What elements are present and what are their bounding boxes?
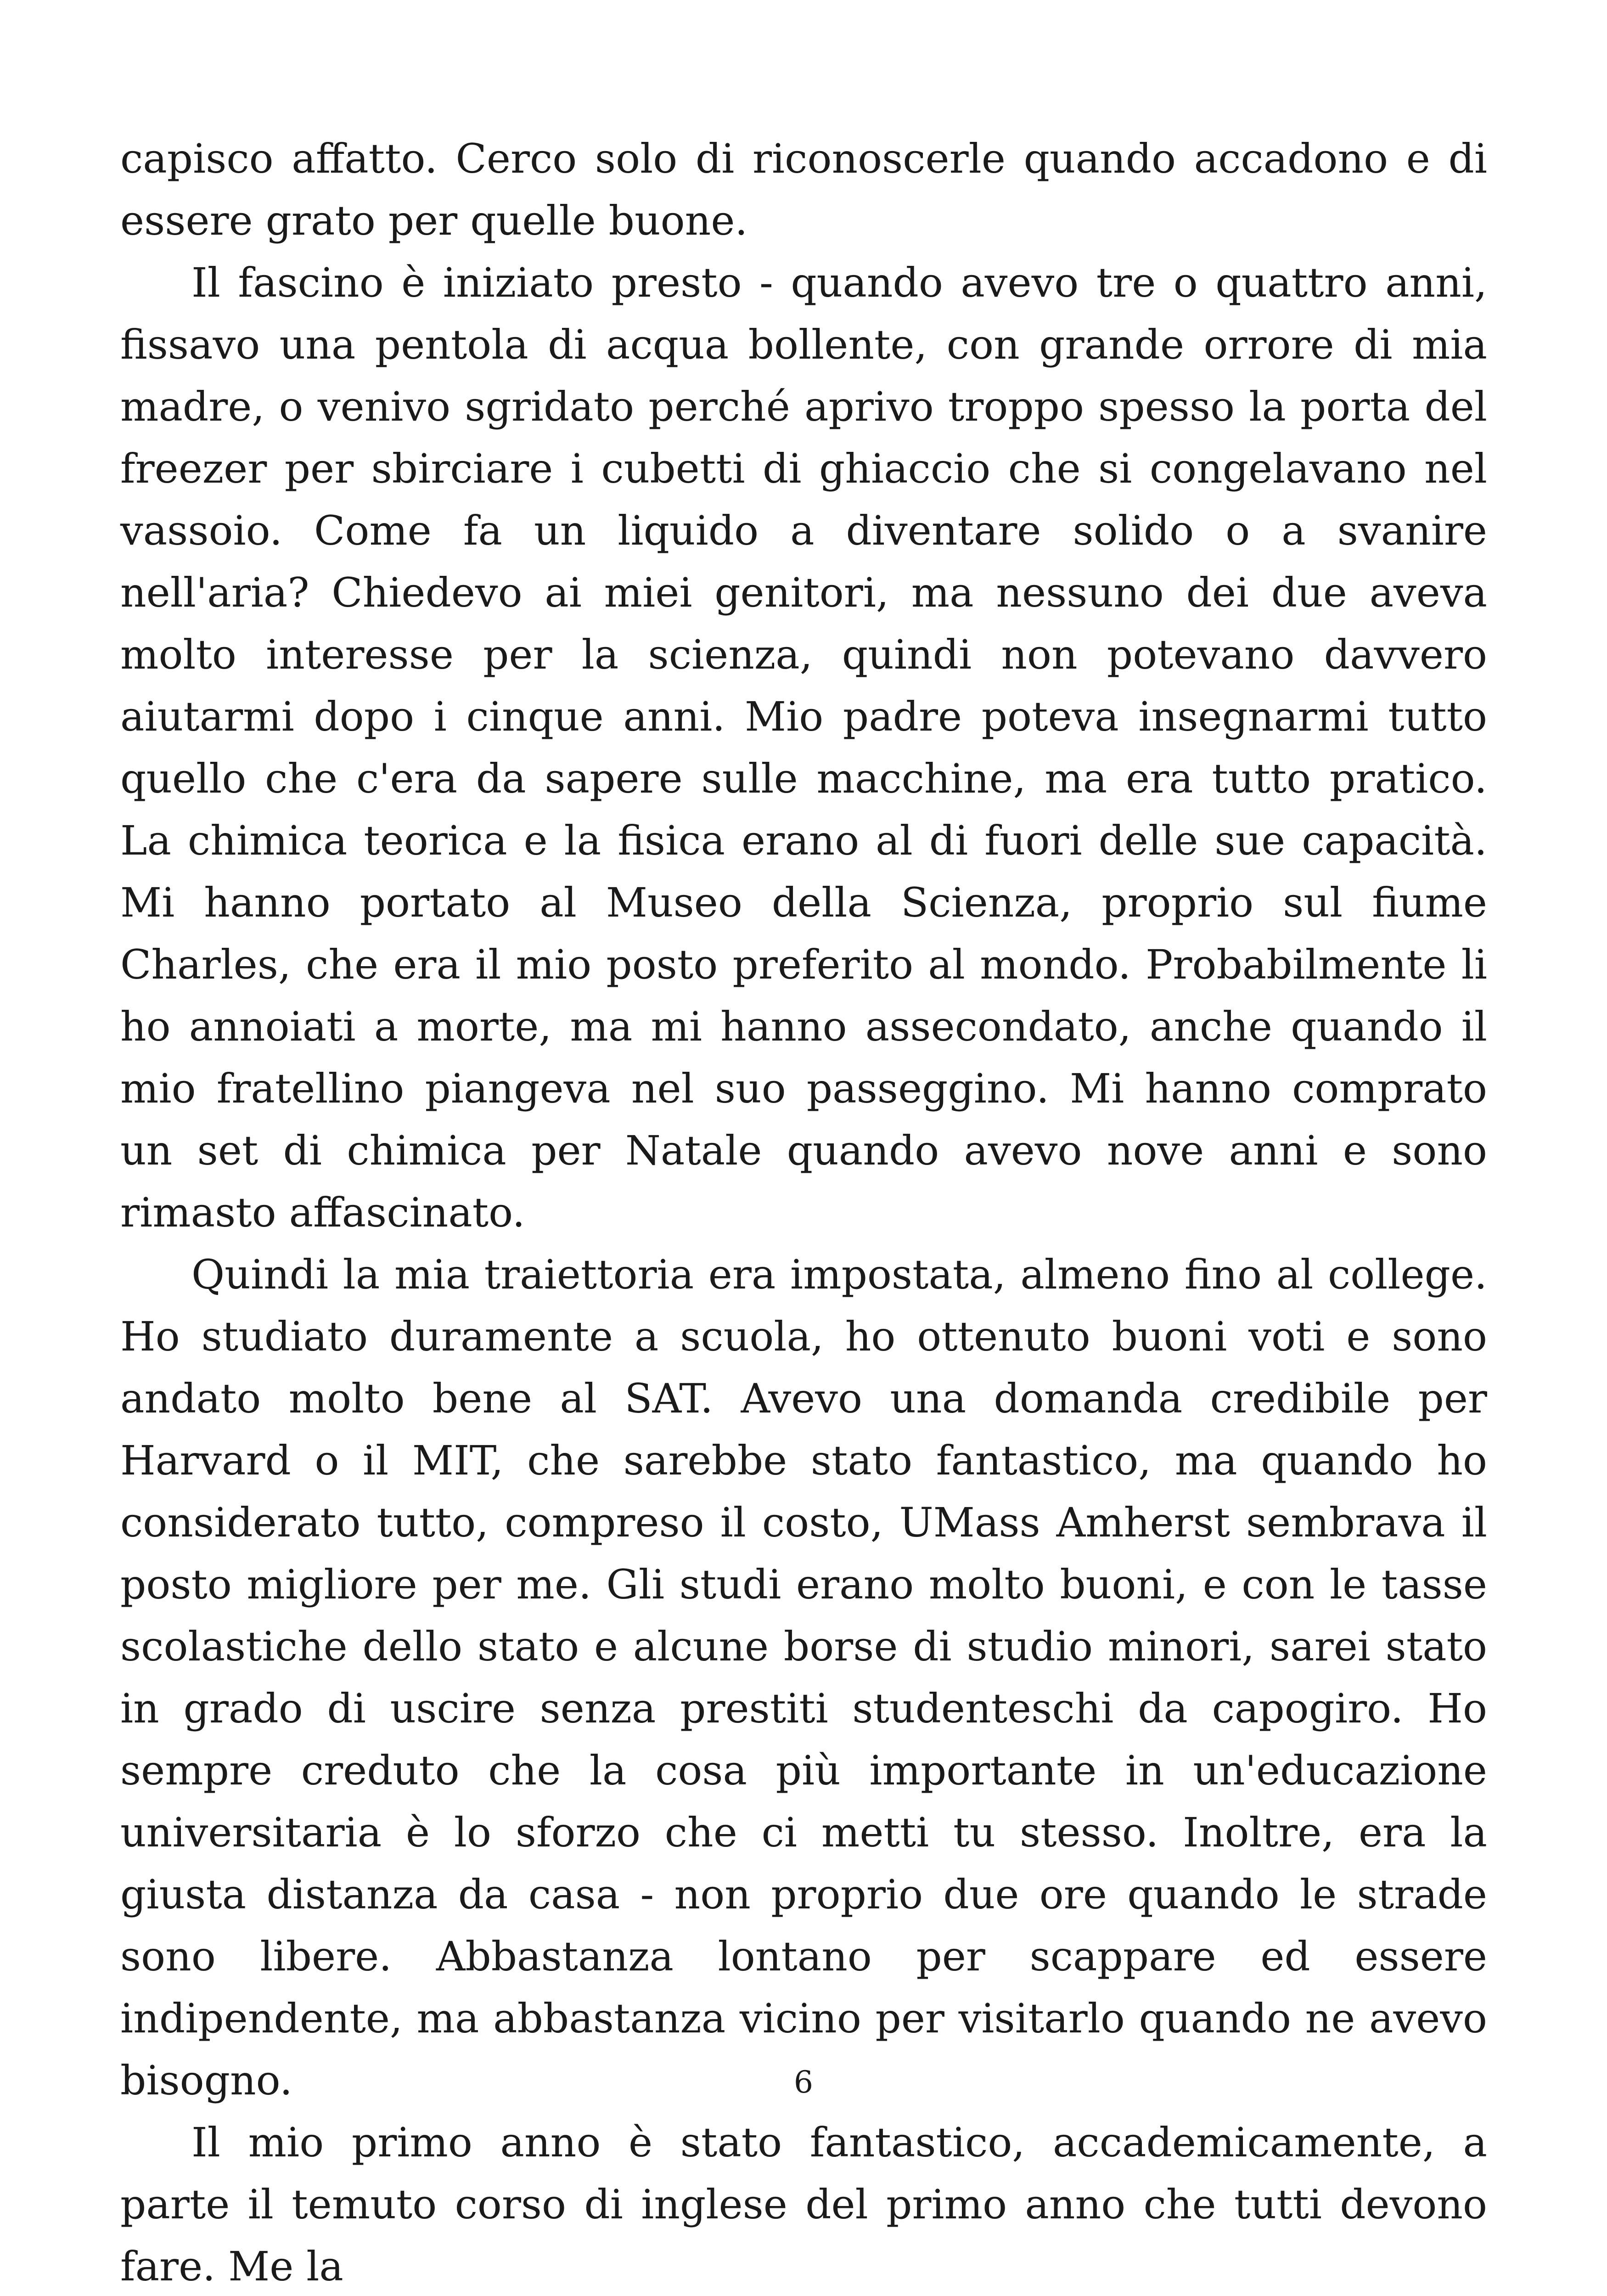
page-number: 6	[794, 2065, 813, 2100]
paragraph-fascination: Il fascino è iniziato presto - quando avevo tre o quattro anni, fissavo una pentola di acqua bollente, con grande orrore di mia madre, o venivo sgridato perché aprivo troppo spesso la porta del freezer per sbirciare i cubetti di ghiaccio che si congelavano nel vassoio. Come fa un liquido a diventare solido o a svanire nell'aria? Chiedevo ai miei genitori, ma nessuno dei due aveva molto interesse per la scienza, quindi non potevano davvero aiutarmi dopo i cinque anni. Mio padre poteva insegnarmi tutto quello che c'era da sapere sulle macchine, ma era tutto pratico. La chimica teorica e la fisica erano al di fuori delle sue capacità. Mi hanno portato al Museo della Scienza, proprio sul fiume Charles, che era il mio posto preferito al mondo. Probabilmente li ho annoiati a morte, ma mi hanno assecondato, anche quando il mio fratellino piangeva nel suo passeggino. Mi hanno comprato un set di chimica per Natale quando avevo nove anni e sono rimasto affascinato.	[120, 259, 1487, 1236]
paragraph-trajectory: Quindi la mia traiettoria era impostata, almeno fino al college. Ho studiato duramente a scuola, ho ottenuto buoni voti e sono andato molto bene al SAT. Avevo una domanda credibile per Harvard o il MIT, che sarebbe stato fantastico, ma quando ho considerato tutto, compreso il costo, UMass Amherst sembrava il posto migliore per me. Gli studi erano molto buoni, e con le tasse scolastiche dello stato e alcune borse di studio minori, sarei stato in grado di uscire senza prestiti studenteschi da capogiro. Ho sempre creduto che la cosa più importante in un'educazione universitaria è lo sforzo che ci metti tu stesso. Inoltre, era la giusta distanza da casa - non proprio due ore quando le strade sono libere. Abbastanza lontano per scappare ed essere indipendente, ma abbastanza vicino per visitarlo quando ne avevo bisogno.	[120, 1251, 1487, 2104]
body-text	[120, 128, 1487, 2296]
paragraph-first-year: Il mio primo anno è stato fantastico, accademicamente, a parte il temuto corso di inglese del primo anno che tutti devono fare. Me la	[120, 2119, 1487, 2290]
paragraph-continuation: capisco affatto. Cerco solo di riconoscerle quando accadono e di essere grato per quelle buone.	[120, 135, 1487, 244]
